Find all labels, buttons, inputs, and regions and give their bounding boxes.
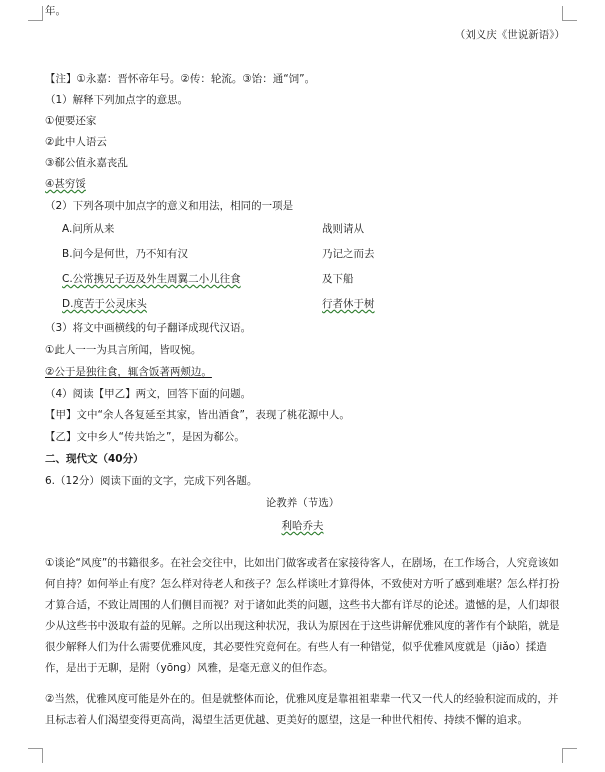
q4-item: 【甲】文中“余人各复延至其家，皆出酒食”，表现了桃花源中人。 — [45, 409, 350, 421]
crop-mark — [28, 6, 43, 21]
article-paragraph-1: ①谈论“风度”的书籍很多。在社会交往中，比如出门做客或者在家接待客人，在剧场，在工作场合，人究竟该如何自持？如何举止有度？怎么样对待老人和孩子？怎么样谈吐才算得体，不致使对方听了感到难堪？怎么样打扮才算合适，不致让周围的人们侧目而视？对于诸如此类的问题，这些书大都有详尽的论述。遗憾的是，人们却很少从这些书中汲取有益的见解。之所以出现这种状况，我认为原因在于这些讲解优雅风度的著作有个缺陷，就是很少解释人们为什么需要优雅风度，其必要性究竟何在。有些人有一种错觉，似乎优雅风度就是（jiǎo）揉造作，是出于无聊，是附（yōng）风雅，是毫无意义的但作态。 — [45, 557, 560, 674]
crop-mark — [562, 748, 577, 763]
q1-item: ④甚穷馁 — [45, 178, 86, 190]
q1-prompt: （1）解释下列加点字的意思。 — [45, 94, 189, 106]
source-citation: （刘义庆《世说新语》） — [454, 29, 565, 41]
note-text: 【注】①永嘉：晋怀帝年号。②传：轮流。③饴：通“饲”。 — [45, 73, 316, 85]
q2-option-right: 战则请从 — [322, 223, 364, 235]
q6-prompt: 6.（12分）阅读下面的文字，完成下列各题。 — [45, 475, 258, 487]
article-paragraph-2: ②当然，优雅风度可能是外在的。但是就整体而论，优雅风度是靠祖祖辈辈一代又一代人的经验积淀而成的，并且标志着人们渴望变得更高尚，渴望生活更优越、更美好的愿望，这是一种世代相传、持续不懈的追求。 — [45, 693, 559, 726]
crop-mark — [28, 748, 43, 763]
q4-item: 【乙】文中乡人“传共饴之”，是因为郗公。 — [45, 431, 245, 443]
q2-option-left: D.度苦于公灵床头 — [62, 298, 147, 310]
top-fragment: 年。 — [45, 5, 66, 17]
q2-option-right: 及下船 — [322, 273, 354, 285]
crop-mark — [562, 6, 577, 21]
q3-item: ②公于是独往食，辄含饭著两颊边。 — [45, 366, 212, 378]
q2-prompt: （2）下列各项中加点字的意义和用法，相同的一项是 — [45, 200, 294, 212]
q2-option-right: 行者休于树 — [322, 298, 375, 310]
section-heading: 二、现代文（40分） — [45, 453, 144, 465]
q2-option-left: A.问所从来 — [62, 223, 115, 235]
q1-item: ③郗公值永嘉丧乱 — [45, 157, 128, 169]
q4-prompt: （4）阅读【甲乙】两文，回答下面的问题。 — [45, 388, 252, 400]
article-author: 利哈乔夫 — [281, 520, 324, 532]
article-title: 论教养（节选） — [265, 497, 340, 509]
q3-item: ①此人一一为具言所闻，皆叹惋。 — [45, 344, 202, 356]
q3-prompt: （3）将文中画横线的句子翻译成现代汉语。 — [45, 322, 252, 334]
q1-item: ②此中人语云 — [45, 136, 107, 148]
q2-option-left: C.公常携兄子迈及外生周翼二小儿往食 — [62, 273, 241, 285]
q2-option-right: 乃记之而去 — [322, 248, 375, 260]
q1-item: ①便要还家 — [45, 115, 97, 127]
q2-option-left: B.问今是何世，乃不知有汉 — [62, 248, 189, 260]
